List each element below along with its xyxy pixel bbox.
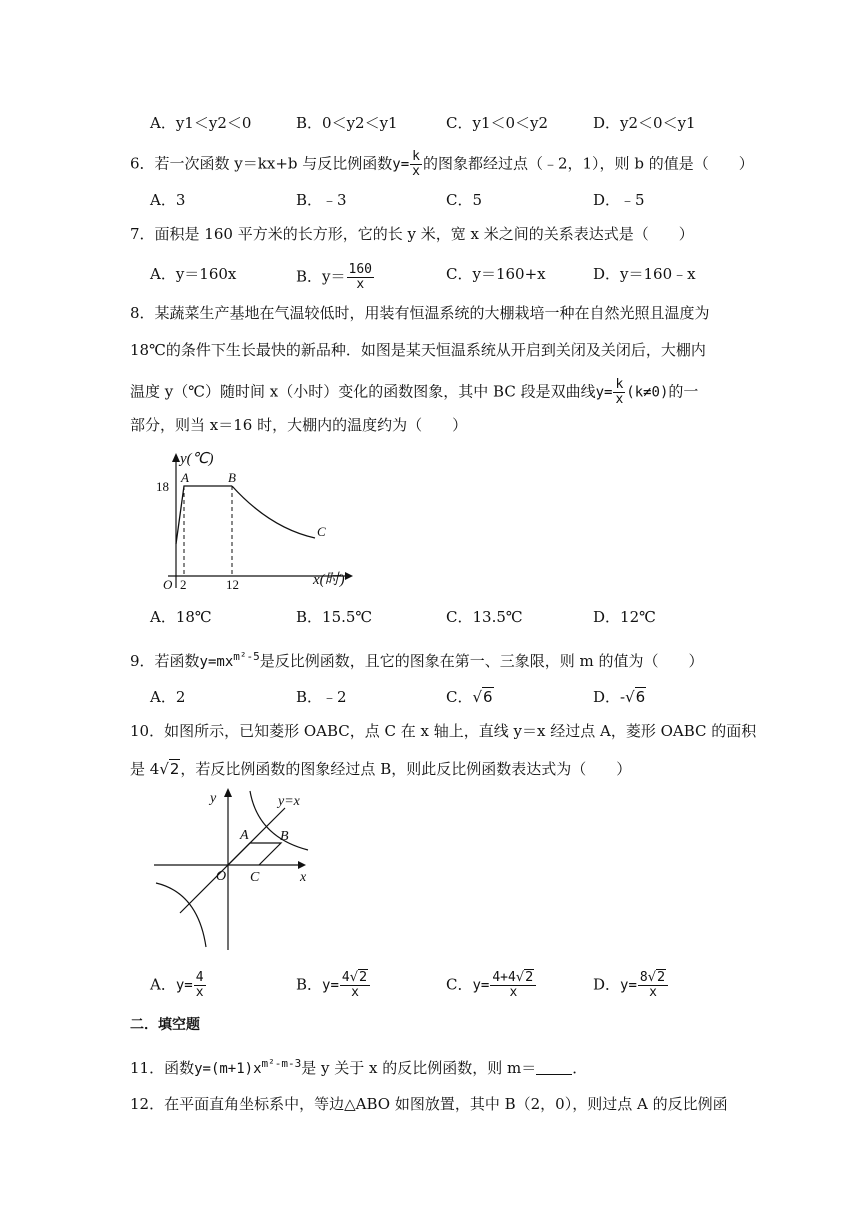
q11-stem xyxy=(130,1054,587,1079)
q7-option-b-label: B．y＝ xyxy=(296,267,346,286)
q8-y-arrow xyxy=(172,453,180,462)
q10-optd-sqrt: √2 xyxy=(647,970,666,985)
q8-x-arrow xyxy=(345,572,353,580)
q12-stem: 12．在平面直角坐标系中，等边△ABO 如图放置，其中 B（2，0），则过点 A 的反比例函 xyxy=(130,1095,728,1113)
q11-text-after: 是 y 关于 x 的反比例函数，则 m＝ xyxy=(301,1059,537,1077)
q6-frac-den: x xyxy=(412,164,420,179)
q10-opta-y: y= xyxy=(175,977,193,994)
q8-frac-den: x xyxy=(615,392,624,407)
q5-option-c: C．y1＜0＜y2 xyxy=(446,114,549,132)
q10-optb-sqrt: √2 xyxy=(349,970,368,985)
q9-optc-rad: 6 xyxy=(483,688,493,706)
q10-line-label: y=x xyxy=(278,794,300,809)
q10-figure xyxy=(150,785,315,955)
q9-optd-rad: 6 xyxy=(635,688,646,706)
q10-option-a-label: A． xyxy=(150,975,176,994)
q9-exponent: m²-5 xyxy=(233,650,260,663)
q11-formula: y=(m+1)x xyxy=(194,1061,262,1077)
q10-option-d-fraction xyxy=(638,971,668,1000)
q8-graph xyxy=(150,448,360,593)
q9-option-c-label: C． xyxy=(446,688,473,706)
q10-line2 xyxy=(130,759,631,779)
q6-text-after: 的图象都经过点（﹣2，1），则 b 的值是（ ） xyxy=(422,154,754,173)
q6-text-before: 6．若一次函数 y＝kx+b 与反比例函数 xyxy=(130,154,393,173)
q10-option-b-label: B． xyxy=(296,975,323,994)
q10-rhombus xyxy=(228,843,281,865)
q8-tick-18: 18 xyxy=(156,479,169,494)
q7-option-c: C．y＝160+x xyxy=(446,265,546,283)
q10-optc-y: y= xyxy=(472,977,490,994)
q10-optc-den: x xyxy=(509,985,518,1000)
q8-tick-12: 12 xyxy=(226,577,239,592)
section-title-fill-in: 二．填空题 xyxy=(130,1017,200,1033)
q7-option-b-fraction xyxy=(347,263,374,292)
q7-option-a: A．y＝160x xyxy=(150,265,237,283)
q10-optc-sqrt: √2 xyxy=(515,970,534,985)
q8-option-a: A．18℃ xyxy=(150,608,212,626)
q10-opta-num: 4 xyxy=(195,970,204,985)
q6-option-a: A．3 xyxy=(150,191,186,209)
q10-option-b xyxy=(296,971,371,1000)
q8-option-c: C．13.5℃ xyxy=(446,608,523,626)
q11-answer-blank xyxy=(536,1060,572,1075)
q9-option-c-sqrt: √6 xyxy=(472,688,493,706)
q10-option-d xyxy=(593,971,669,1000)
q9-option-a: A．2 xyxy=(150,688,186,706)
q9-option-d-label: D． xyxy=(593,688,621,706)
q6-stem xyxy=(130,150,754,179)
q8-curve-bc xyxy=(232,486,315,538)
q10-optb-num-wrap xyxy=(340,971,370,986)
q7-optb-num: 160 xyxy=(348,262,372,277)
q10-optc-num-wrap xyxy=(490,971,536,986)
q8-options xyxy=(150,606,750,628)
q10-option-b-fraction xyxy=(340,971,370,1000)
q8-line3-after: 的一 xyxy=(668,382,699,401)
q10-optb-den: x xyxy=(351,985,359,1000)
q8-line3-before: 温度 y（℃）随时间 x（小时）变化的函数图象，其中 BC 段是双曲线 xyxy=(130,382,596,401)
q9-stem xyxy=(130,647,704,672)
q8-x-label: x(时) xyxy=(313,572,345,588)
q8-origin: O xyxy=(163,577,173,592)
q10-optd-y: y= xyxy=(620,977,637,994)
q11-text-before: 11．函数 xyxy=(130,1059,195,1077)
q6-option-c: C．5 xyxy=(446,191,483,209)
q10-origin: O xyxy=(216,869,227,884)
q8-line4: 部分，则当 x＝16 时，大棚内的温度约为（ ） xyxy=(130,416,468,434)
q8-point-a: A xyxy=(181,470,189,485)
q8-line1: 8．某蔬菜生产基地在气温较低时，用装有恒温系统的大棚栽培一种在自然光照且温度为 xyxy=(130,304,710,322)
q7-option-b xyxy=(296,263,375,292)
q5-option-a: A．y1＜y2＜0 xyxy=(150,114,252,132)
q8-tick-2: 2 xyxy=(180,577,187,592)
q10-optd-rad: 2 xyxy=(657,970,666,985)
q10-line2-after: ，若反比例函数的图象经过点 B，则此反比例函数表达式为（ ） xyxy=(180,760,632,778)
q8-line3 xyxy=(130,378,698,407)
q11-exponent: m²-m-3 xyxy=(261,1057,302,1070)
q6-y-equals: y= xyxy=(392,156,410,173)
q6-option-d: D．﹣5 xyxy=(593,191,645,209)
q9-text-after: 是反比例函数，且它的图象在第一、三象限，则 m 的值为（ ） xyxy=(259,652,704,670)
q6-options xyxy=(150,189,750,211)
q10-option-a-fraction xyxy=(194,971,206,1000)
q6-option-b: B．﹣3 xyxy=(296,191,347,209)
q10-opta-den: x xyxy=(195,985,204,1000)
q8-point-b: B xyxy=(228,470,236,485)
q11-text-end: ． xyxy=(572,1059,588,1077)
q10-sqrt: √2 xyxy=(159,760,180,778)
q8-line2: 18℃的条件下生长最快的新品种．如图是某天恒温系统从开启到关闭及关闭后，大棚内 xyxy=(130,341,706,359)
q10-optb-num: 4 xyxy=(341,970,350,985)
q10-option-c-fraction xyxy=(490,971,536,1000)
q8-option-d: D．12℃ xyxy=(593,608,656,626)
q10-optd-den: x xyxy=(649,985,657,1000)
q7-optb-den: x xyxy=(356,277,365,292)
q9-text-before: 9．若函数 xyxy=(130,652,200,670)
q5-option-b: B．0＜y2＜y1 xyxy=(296,114,398,132)
q8-y-label: y(℃) xyxy=(180,451,214,467)
q8-fraction xyxy=(613,378,625,407)
q10-point-a: A xyxy=(240,828,249,843)
q10-point-c: C xyxy=(250,870,260,885)
q9-options xyxy=(150,686,750,708)
q9-option-d xyxy=(593,686,646,708)
q7-stem: 7．面积是 160 平方米的长方形，它的长 y 米，宽 x 米之间的关系表达式是（ ） xyxy=(130,225,694,243)
q9-formula: y=mx xyxy=(199,654,234,670)
q10-option-d-label: D． xyxy=(593,975,621,994)
q10-x-label: x xyxy=(300,870,307,885)
q10-hyperbola-q3 xyxy=(156,883,206,947)
q6-fraction xyxy=(410,150,422,179)
q9-option-d-sqrt: √6 xyxy=(625,688,646,706)
q10-optc-num: 4+4 xyxy=(492,970,516,985)
q5-option-d: D．y2＜0＜y1 xyxy=(593,114,696,132)
q9-optd-prefix: - xyxy=(620,688,626,706)
q8-option-b: B．15.5℃ xyxy=(296,608,373,626)
q10-option-c-label: C． xyxy=(446,975,473,994)
q9-option-c xyxy=(446,686,494,708)
q7-options xyxy=(150,262,750,292)
q10-option-c xyxy=(446,971,537,1000)
q10-x-arrow xyxy=(298,861,306,869)
q7-option-d: D．y＝160﹣x xyxy=(593,265,696,283)
q10-line2-before: 是 4 xyxy=(130,760,160,778)
q10-optd-num: 8 xyxy=(639,970,648,985)
q10-optc-rad: 2 xyxy=(525,970,534,985)
q5-options xyxy=(150,112,750,134)
q8-frac-num: k xyxy=(615,377,624,392)
q10-optd-num-wrap xyxy=(638,971,668,986)
q10-line1: 10．如图所示，已知菱形 OABC，点 C 在 x 轴上，直线 y＝x 经过点 A，菱形 OABC 的面积 xyxy=(130,722,757,740)
q10-point-b: B xyxy=(280,829,289,844)
q8-point-c: C xyxy=(317,524,326,539)
q10-y-arrow xyxy=(224,788,232,797)
q10-optb-y: y= xyxy=(322,977,339,994)
q10-option-a xyxy=(150,971,207,1000)
q10-rad: 2 xyxy=(169,760,180,778)
q10-y-label: y xyxy=(210,791,217,806)
q9-option-b: B．﹣2 xyxy=(296,688,347,706)
q8-condition: (k≠0) xyxy=(626,384,669,401)
q10-options xyxy=(150,971,750,1001)
q8-formula: y= xyxy=(595,384,613,401)
q10-optb-rad: 2 xyxy=(359,970,368,985)
q6-frac-num: k xyxy=(412,149,420,164)
